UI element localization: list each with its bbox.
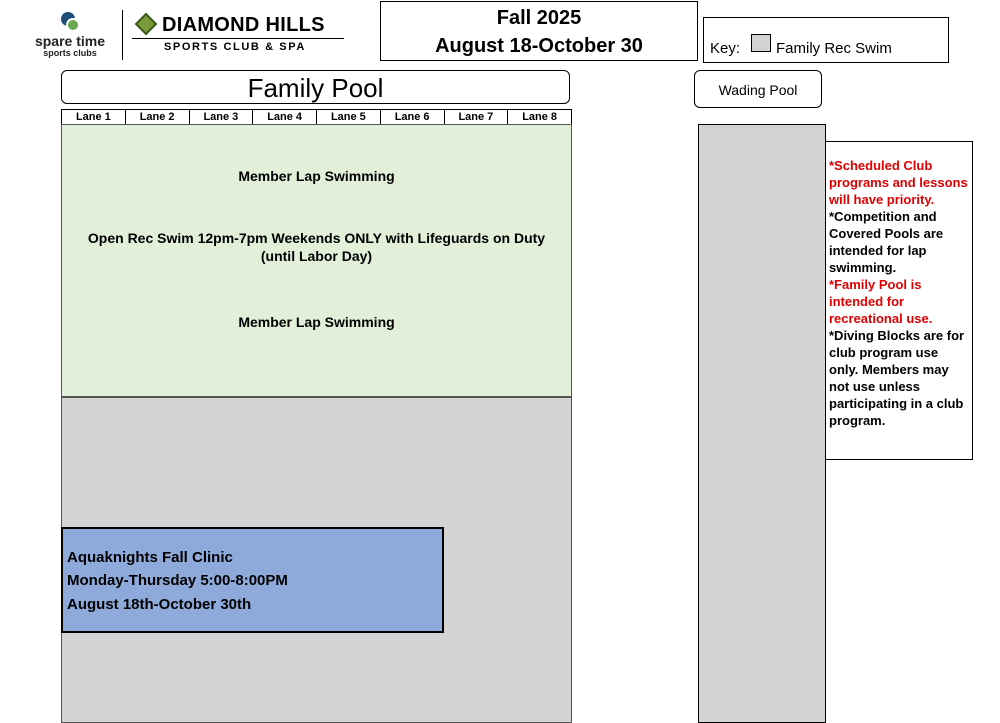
schedule-title-box <box>380 1 698 61</box>
note-club-priority: *Scheduled Club programs and lessons will have priority. <box>829 158 968 207</box>
member-lap-label-1: Member Lap Swimming <box>238 168 395 184</box>
spare-time-icon <box>59 12 81 34</box>
spare-time-subtitle: sports clubs <box>43 48 97 58</box>
lane-header: Lane 3 <box>190 109 254 125</box>
clinic-title: Aquaknights Fall Clinic <box>67 549 233 566</box>
clinic-dates: August 18th-October 30th <box>67 596 252 613</box>
member-lap-block <box>61 124 572 397</box>
key-text: Family Rec Swim <box>776 40 892 57</box>
diamond-hills-subtitle: SPORTS CLUB & SPA <box>164 41 306 53</box>
diamond-hills-rule <box>132 38 344 39</box>
member-lap-label-2: Member Lap Swimming <box>238 314 395 330</box>
open-rec-label: Open Rec Swim 12pm-7pm Weekends ONLY with Lifeguards on Duty (until Labor Day) <box>87 230 546 264</box>
diamond-hills-logo <box>132 14 344 58</box>
lane-header-row <box>61 109 572 125</box>
clinic-days: Monday-Thursday 5:00-8:00PM <box>67 572 288 589</box>
note-lap-pools: *Competition and Covered Pools are intended for lap swimming. <box>829 209 944 275</box>
lane-header: Lane 1 <box>61 109 126 125</box>
key-swatch <box>751 34 771 52</box>
lane-header: Lane 4 <box>253 109 317 125</box>
wading-pool-column <box>698 124 826 723</box>
note-family-pool: *Family Pool is intended for recreational use. <box>829 277 933 326</box>
lane-header: Lane 5 <box>317 109 381 125</box>
lane-header: Lane 6 <box>381 109 445 125</box>
season-title: Fall 2025 <box>496 7 582 29</box>
key-label: Key: <box>710 40 741 57</box>
note-diving-blocks: *Diving Blocks are for club program use only. Members may not use unless participating in a club program. <box>829 328 965 428</box>
lane-header: Lane 8 <box>508 109 572 125</box>
family-pool-header: Family Pool <box>61 70 570 104</box>
diamond-hills-name: DIAMOND HILLS <box>162 14 325 36</box>
lane-header: Lane 2 <box>126 109 190 125</box>
lane-header: Lane 7 <box>445 109 509 125</box>
notes-box <box>825 141 973 460</box>
spare-time-name: spare time <box>34 33 106 49</box>
logo-divider <box>122 10 123 60</box>
spare-time-logo <box>30 12 110 62</box>
date-range: August 18-October 30 <box>435 35 643 57</box>
diamond-icon <box>135 13 158 36</box>
wading-pool-header: Wading Pool <box>694 70 822 108</box>
legend-key <box>703 17 949 63</box>
aquaknights-clinic-block <box>61 527 444 633</box>
